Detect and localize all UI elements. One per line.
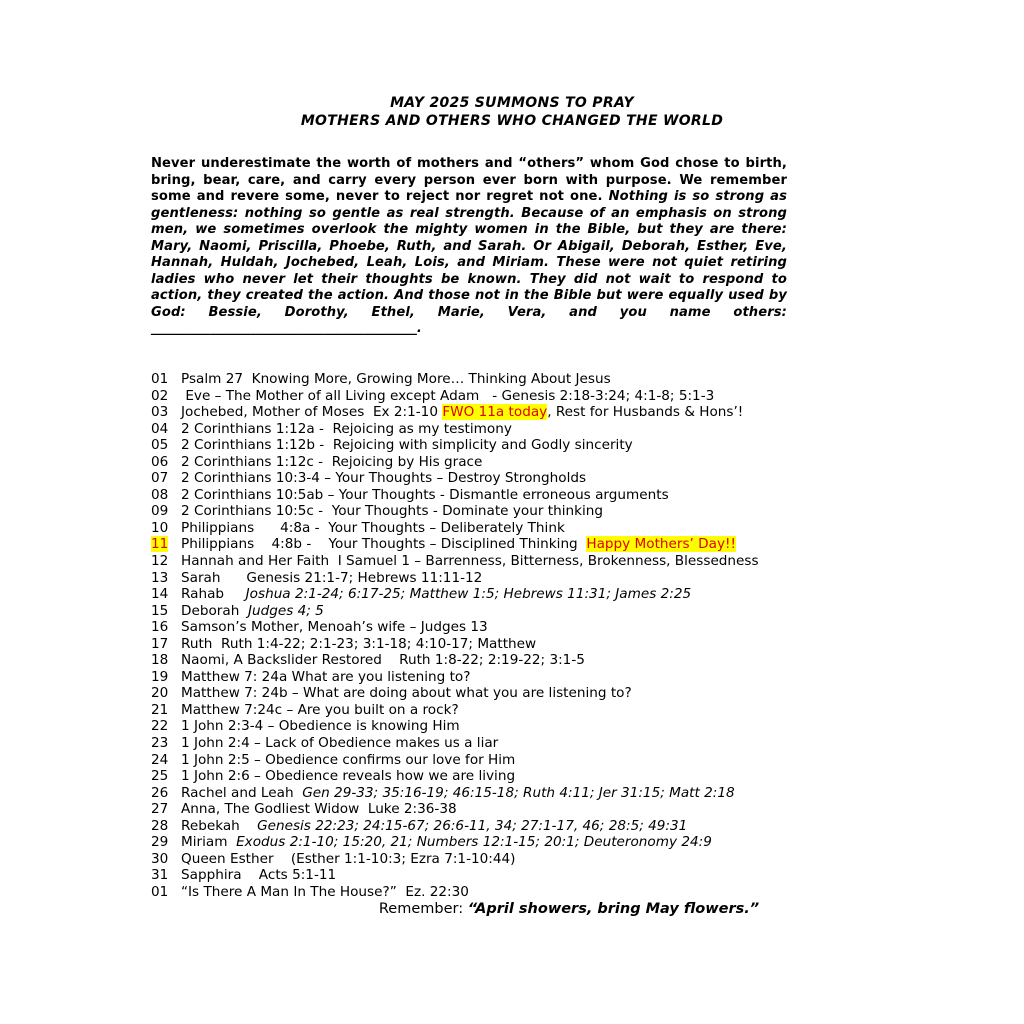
entry-text: Anna, The Godliest Widow Luke 2:36-38 (181, 801, 457, 818)
entry-text: Sapphira Acts 5:1-11 (181, 867, 337, 884)
intro-text: Never underestimate the worth of mothers and “others” whom God chose to birth, bring, bear, care, and carry every person ever born with purpose. We remember some and revere some, never to reject nor regret not one. (151, 156, 787, 204)
entry-text: 2 Corinthians 1:12b - Rejoicing with simplicity and Godly sincerity (181, 437, 633, 454)
list-item (151, 718, 1011, 735)
entry-text-after: , Rest for Husbands & Hons’! (547, 404, 744, 421)
entry-text: 2 Corinthians 10:3-4 – Your Thoughts – Destroy Strongholds (181, 470, 587, 487)
list-item (151, 685, 1011, 702)
list-item (151, 437, 1011, 454)
entry-text: Ruth Ruth 1:4-22; 2:1-23; 3:1-18; 4:10-17; Matthew (181, 635, 537, 652)
day-number: 17 (151, 635, 169, 652)
entry-text: Matthew 7:24c – Are you built on a rock? (181, 701, 459, 718)
day-number: 12 (151, 553, 169, 570)
entry-text: 1 John 2:6 – Obedience reveals how we are living (181, 768, 516, 785)
day-number: 22 (151, 718, 169, 735)
list-item (151, 503, 1011, 520)
list-item (151, 834, 1011, 851)
list-item (151, 570, 1011, 587)
day-number: 30 (151, 850, 169, 867)
page-subtitle: MOTHERS AND OTHERS WHO CHANGED THE WORLD (300, 113, 724, 129)
day-number: 09 (151, 503, 169, 520)
list-item (151, 652, 1011, 669)
entry-scripture: Genesis 22:23; 24:15-67; 26:6-11, 34; 27:1-17, 46; 28:5; 49:31 (257, 817, 688, 834)
entry-text: 2 Corinthians 10:5ab – Your Thoughts - Dismantle erroneous arguments (181, 486, 669, 503)
entry-text: Rachel and Leah (181, 784, 303, 801)
list-item (151, 851, 1011, 868)
entry-text: 2 Corinthians 1:12a - Rejoicing as my testimony (181, 420, 512, 437)
list-item (151, 884, 1011, 901)
entry-text: 2 Corinthians 10:5c - Your Thoughts - Dominate your thinking (181, 503, 603, 520)
entry-text: Jochebed, Mother of Moses Ex 2:1-10 (181, 404, 443, 421)
day-number: 07 (151, 470, 169, 487)
intro-paragraph (151, 156, 787, 338)
list-item (151, 768, 1011, 785)
entry-text: Samson’s Mother, Menoah’s wife – Judges 13 (181, 619, 488, 636)
list-item (151, 520, 1011, 537)
day-number: 29 (151, 834, 169, 851)
day-number: 05 (151, 437, 169, 454)
list-item (151, 636, 1011, 653)
list-item (151, 867, 1011, 884)
day-number: 03 (151, 404, 169, 421)
entry-text: Queen Esther (Esther 1:1-10:3; Ezra 7:1-10:44) (181, 850, 516, 867)
entry-text: “Is There A Man In The House?” Ez. 22:30 (181, 883, 469, 900)
list-item (151, 388, 1011, 405)
entry-scripture: Judges 4; 5 (247, 602, 324, 619)
entry-highlight: FWO 11a today (442, 404, 548, 421)
prayer-calendar-list (151, 371, 1011, 901)
intro-italic-text: Nothing is so strong as gentleness: nothing so gentle as real strength. Because of an emphasis on strong men, we sometimes overlook the mighty women in the Bible, but they are there: Mary, Naomi, Priscilla, Phoebe, Ruth, and Sarah. Or Abigail, Deborah, Esther, Eve, Hannah, Huldah, Jochebed, Leah, Lois, and Miriam. These were not quiet retiring ladies who never let their thoughts be known. They did not wait to respond to action, they created the action. And those not in the Bible but were equally used by God: Bessie, Dorothy, Ethel, Marie, Vera, and you name others: ________________________________________. (151, 189, 787, 336)
day-number: 25 (151, 768, 169, 785)
entry-text: Hannah and Her Faith I Samuel 1 – Barrenness, Bitterness, Brokenness, Blessedness (181, 553, 759, 570)
list-item (151, 801, 1011, 818)
list-item (151, 785, 1011, 802)
day-number: 24 (151, 751, 169, 768)
list-item (151, 669, 1011, 686)
list-item (151, 818, 1011, 835)
day-number: 23 (151, 735, 169, 752)
day-number: 27 (151, 801, 169, 818)
day-number: 13 (151, 569, 169, 586)
day-number: 14 (151, 586, 169, 603)
list-item (151, 735, 1011, 752)
remember-label: Remember: (378, 901, 468, 917)
day-number: 19 (151, 668, 169, 685)
entry-text: Eve – The Mother of all Living except Adam - Genesis 2:18-3:24; 4:1-8; 5:1-3 (181, 387, 715, 404)
day-number: 20 (151, 685, 169, 702)
entry-text: Matthew 7: 24a What are you listening to? (181, 668, 471, 685)
entry-text: 2 Corinthians 1:12c - Rejoicing by His grace (181, 453, 483, 470)
day-number: 04 (151, 420, 169, 437)
entry-text: Rahab (181, 586, 246, 603)
entry-text: Philippians 4:8a - Your Thoughts – Deliberately Think (181, 519, 565, 536)
list-item (151, 619, 1011, 636)
day-number: 31 (151, 867, 169, 884)
list-item (151, 404, 1011, 421)
page-title: MAY 2025 SUMMONS TO PRAY (390, 95, 634, 111)
day-number: 18 (151, 652, 169, 669)
entry-text: Psalm 27 Knowing More, Growing More… Thinking About Jesus (181, 371, 611, 387)
day-number: 21 (151, 701, 169, 718)
day-number: 16 (151, 619, 169, 636)
day-number: 28 (151, 817, 169, 834)
remember-quote: “April showers, bring May flowers.” (467, 901, 760, 917)
day-number: 02 (151, 387, 169, 404)
footer-remember (0, 900, 1024, 918)
day-number (151, 536, 181, 553)
list-item (151, 586, 1011, 603)
entry-text: 1 John 2:4 – Lack of Obedience makes us a liar (181, 735, 499, 752)
entry-text: Miriam (181, 834, 237, 851)
entry-text: Matthew 7: 24b – What are doing about what you are listening to? (181, 685, 632, 702)
list-item (151, 454, 1011, 471)
entry-text: 1 John 2:5 – Obedience confirms our love for Him (181, 751, 516, 768)
day-number: 01 (151, 883, 169, 900)
day-number: 26 (151, 784, 169, 801)
day-number: 01 (151, 371, 169, 387)
day-number-highlight: 11 (151, 536, 169, 553)
day-number: 06 (151, 453, 169, 470)
entry-text: Deborah (181, 602, 248, 619)
entry-highlight: Happy Mothers’ Day!! (586, 536, 736, 553)
list-item (151, 487, 1011, 504)
list-item (151, 702, 1011, 719)
list-item (151, 603, 1011, 620)
list-item (151, 421, 1011, 438)
entry-scripture: Exodus 2:1-10; 15:20, 21; Numbers 12:1-15; 20:1; Deuteronomy 24:9 (236, 834, 712, 851)
list-item (151, 371, 1011, 388)
entry-text: Rebekah (181, 817, 258, 834)
list-item (151, 553, 1011, 570)
list-item (151, 536, 1011, 553)
entry-text: Naomi, A Backslider Restored Ruth 1:8-22; 2:19-22; 3:1-5 (181, 652, 585, 669)
entry-text: Sarah Genesis 21:1-7; Hebrews 11:11-12 (181, 569, 483, 586)
entry-scripture: Joshua 2:1-24; 6:17-25; Matthew 1:5; Hebrews 11:31; James 2:25 (245, 586, 692, 603)
list-item (151, 470, 1011, 487)
entry-text: 1 John 2:3-4 – Obedience is knowing Him (181, 718, 460, 735)
entry-scripture: Gen 29-33; 35:16-19; 46:15-18; Ruth 4:11; Jer 31:15; Matt 2:18 (302, 784, 735, 801)
entry-text: Philippians 4:8b - Your Thoughts – Disciplined Thinking (181, 536, 587, 553)
day-number: 10 (151, 519, 169, 536)
day-number: 15 (151, 602, 169, 619)
list-item (151, 752, 1011, 769)
day-number: 08 (151, 486, 169, 503)
